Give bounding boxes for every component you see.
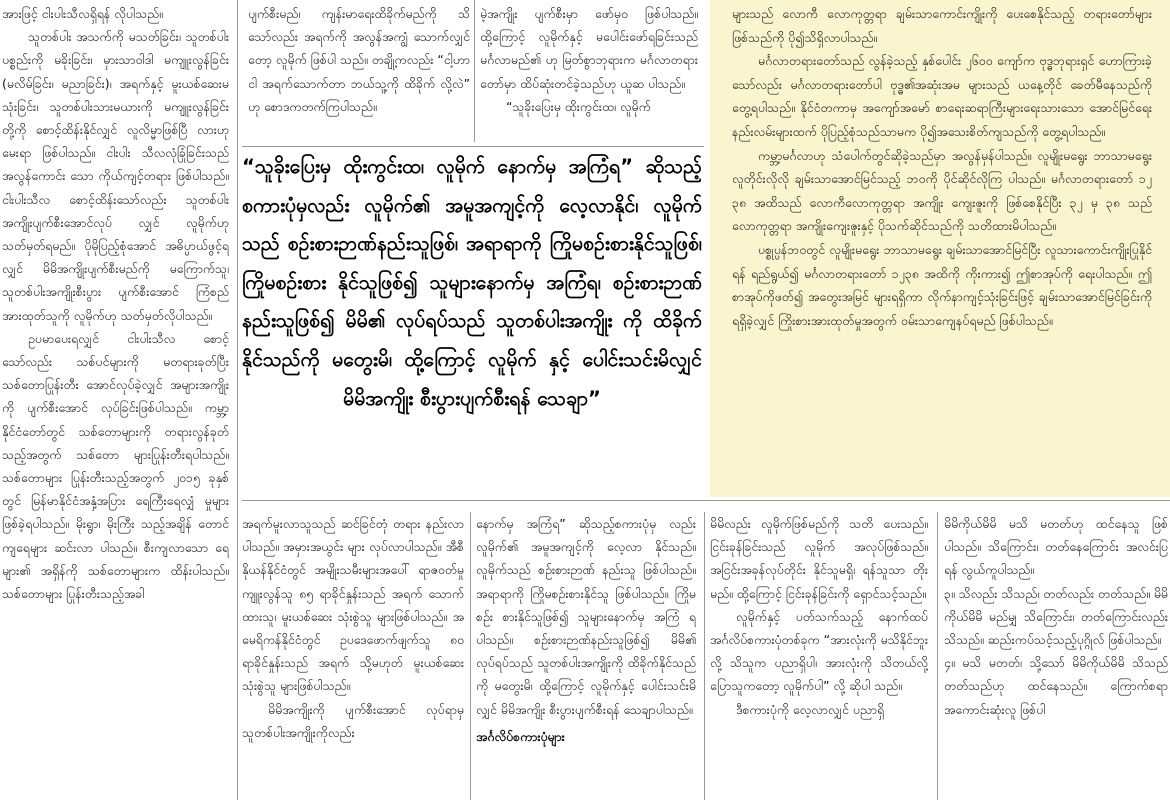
paragraph: မိမိကိုယ်မိမိ မသိ မတတ်ဟု ထင်နေသူ ဖြစ်ပါသည်။ သိကြောင်း၊ တတ်နေကြောင်း အလင်းပြရန် လွယ်ကူပါသည်။ — [944, 516, 1168, 578]
column-rule-1 — [237, 0, 238, 800]
article-column-4 — [242, 512, 464, 800]
article-column-1 — [2, 0, 229, 800]
paragraph: နောက်မှ အကြံရ” ဆိုသည့်စကားပုံမှ လည်း လူမိုက်၏ အမူအကျင့်ကို လေ့လာ နိုင်သည်။ လူမိုက်သည် စဉ်းစားဉာဏ် နည်းသူ ဖြစ်ပါသည်။ အရာရာကို ကြိုမစဉ်းစားနိုင်သူ ဖြစ်ပါသည်။ ကြိုမစဉ်း စားနိုင်သူဖြစ်၍ သူများနောက်မှ အကြံ ရပါသည်။ စဉ်းစားဉာဏ်နည်းသူဖြစ်၍ မိမိ၏ လုပ်ရပ်သည် သူတစ်ပါးအကျိုးကို ထိခိုက်နိုင်သည်ကို မတွေးမိ၊ ထို့ကြောင့် လူမိုက်နှင့် ပေါင်းသင်းမိလျှင် မိမိအကျိုး စီးပွားပျက်စီးရန် သေချာပါသည်။ — [476, 516, 696, 717]
pull-quote: “သူခိုးပြေးမှ ထိုးကွင်းထ၊ လူမိုက် နောက်မှ အကြံရ” ဆိုသည့်စကားပုံမှလည်း လူမိုက်၏ အမူအကျင့်ကို လေ့လာနိုင်၊ လူမိုက်သည် စဉ်းစားဉာဏ်နည်းသူဖြစ်၊ အရာရာကို ကြိုမစဉ်းစားနိုင်သူဖြစ်၊ ကြိုမစဉ်းစား နိုင်သူဖြစ်၍ သူများနောက်မှ အကြံရ၊ စဉ်းစားဉာဏ် နည်းသူဖြစ်၍ မိမိ၏ လုပ်ရပ်သည် သူတစ်ပါးအကျိုး ကို ထိခိုက်နိုင်သည်ကို မတွေးမိ၊ ထို့ကြောင့် လူမိုက် နှင့် ပေါင်းသင်းမိလျှင် မိမိအကျိုး စီးပွားပျက်စီးရန် သေချာ” — [242, 155, 702, 410]
article-column-5 — [476, 512, 696, 800]
article-column-6 — [710, 512, 928, 800]
paragraph: မင်္ဂလာတရားတော်သည် လွန်ခဲ့သည့် နှစ်ပေါင်း ၂၆၀၀ ကျော်က ဗုဒ္ဓဘုရားရှင် ဟောကြားခဲ့သော်လည်း မင်္ဂလာတရားတော်ပါ ဗုဒ္ဓ၏အဆုံးအမ များသည် ယနေ့တိုင် ခေတ်မီနေသည်ကို တွေ့ရပါသည်။ နိုင်ငံတကာမှ အကျော်အမော် စာရေးဆရာကြီးများရေးသားသော အောင်မြင်ရေး နည်းလမ်းများထက် ပိုပြည့်စုံသည်သာမက ပို၍အသေးစိတ်ကျသည်ကို တွေ့ရပါသည်။ — [732, 53, 1152, 139]
subheading: အင်္ဂလိပ်စကားပုံများ — [476, 728, 565, 744]
paragraph: ဥပမာပေးရလျှင် ငါးပါးသီလ စောင့်သော်လည်း သစ်ပင်များကို မတရားခုတ်ပြီး သစ်တောပြုန်းတီး အောင်လုပ်ခဲ့လျှင် အများအကျိုးကို ပျက်စီးအောင် လုပ်ခြင်းဖြစ်ပါသည်။ ကမ္ဘာ့နိုင်ငံတော်တွင် သစ်တောများကို တရားလွန်ခုတ်သည့်အတွက် သစ်တော များပြုန်းတီးရပါသည်။ သစ်တောများ ပြုန်းတီးသည့်အတွက် ၂၀၁၅ ခုနှစ်တွင် မြန်မာနိုင်ငံအနှံ့အပြား ရေကြီးရေလျှံ မှုများ ဖြစ်ခဲ့ရပါသည်။ မိုးရွာ၊ မိုးကြီး သည့်အချိန် တောင်ကျရေများ ဆင်းလာ ပါသည်။ စီးကျလာသော ရေများ၏ အရှိန်ကို သစ်တောများက ထိန်းပါသည်။ သစ်တောများ ပြုန်းတီးသည့်အခါ — [2, 330, 229, 602]
pullquote-top-rule — [242, 146, 704, 147]
paragraph: ၃။ သိလည်း သိသည်၊ တတ်လည်း တတ်သည်။ မိမိကိုယ်မိမိ မည်မျှ သိကြောင်း၊ တတ်ကြောင်းလည်း သိသည်။ ဆည်းကပ်သင့်သည့်ပုဂ္ဂိုလ် ဖြစ်ပါသည်။ — [944, 585, 1168, 648]
paragraph: ပျက်စီးမည်၊ ကျန်းမာရေးထိခိုက်မည်ကို သိသော်လည်း အရက်ကို အလွန်အကျွံ သောက်လျှင်တော့ လူမိုက် ဖြစ်ပါ သည်။ တချို့ကလည်း “ငါ့ဟာ ငါ အရက်သောက်တာ ဘယ်သူ့ကို ထိခိုက် လို့လဲ” ဟု စောဒကတက်ကြပါသည်။ — [248, 6, 470, 114]
article-column-7 — [944, 512, 1168, 800]
paragraph: အားဖြင့် ငါးပါးသီလရှိရန် လိုပါသည်။ — [2, 6, 163, 21]
paragraph: ၄။ မသိ မတတ်၊ သို့သော် မိမိကိုယ်မိမိ သိသည် တတ်သည်ဟု ထင်နေသည်။ ကြောက်စရာ အကောင်းဆုံးလူ ဖြစ်ပါ — [944, 655, 1168, 717]
paragraph: အရက်မူးလာသူသည် ဆင်ခြင်တုံ တရား နည်းလာပါသည်။ အမှားအယွင်း များ လုပ်လာပါသည်။ အီစီနိုယန်နိုင်ငံတွင် အမျိုးသမီးများအပေါ် ရာဇဝတ်မှု ကျူးလွန်သူ ၈၅ ရာခိုင်နှုန်းသည် အရက် သောက်ထားသူ၊ မူးယစ်ဆေး သုံးစွဲသူ များဖြစ်ပါသည်။ အမေရိကန်နိုင်ငံတွင် ဥပဒေဖောက်ဖျက်သူ ၈၀ ရာခိုင်နှုန်းသည် အရက် သို့မဟုတ် မူးယစ်ဆေးသုံးစွဲသူ များဖြစ်ပါသည်။ — [242, 516, 464, 694]
paragraph: လူမိုက်နှင့် ပတ်သက်သည့် နောက်ထပ် အင်္ဂလိပ်စကားပုံတစ်ခုက “အားလုံးကို မသိနိုင်ဘူးလို့ သိသူက ပညာရှိပါ၊ အားလုံးကို သိတယ်လို့ ပြောသူကတော့ လူမိုက်ပါ” လို့ ဆိုပါ သည်။ — [710, 608, 928, 694]
paragraph: များသည် လောကီ လောကုတ္တရာ ချမ်းသာကောင်းကျိုးကို ပေးစေနိုင်သည့် တရားတော်များဖြစ်သည်ကို ပို၍သိရှိလာပါသည်။ — [732, 6, 1152, 45]
paragraph: သူတစ်ပါး အသက်ကို မသတ်ခြင်း၊ သူတစ်ပါးပစ္စည်းကို မခိုးခြင်း၊ မှားသာဝါဒါ မကျူးလွန်ခြင်း (မလိမ်ခြင်း၊ မညာခြင်း)၊ အရက်နှင့် မူးယစ်ဆေးမသုံးခြင်း၊ သူတစ်ပါးသားမယားကို မကျူးလွန်ခြင်း တို့ကို စောင့်ထိန်းနိုင်လျှင် လူလိမ္မာဖြစ်ပြီ လားဟု မေးရာ ဖြစ်ပါသည်။ ငါးပါး သီလလုံခြုံခြင်းသည် အလွန်ကောင်း သော ကိုယ်ကျင့်တရား ဖြစ်ပါသည်။ ငါးပါးသီလ စောင့်ထိန်းသော်လည်း သူတစ်ပါး အကျိုးပျက်စီးအောင်လုပ် လျှင် လူမိုက်ဟု သတ်မှတ်ရမည်။ ပိုမိုပြည့်စုံအောင် အဓိပ္ပာယ်ဖွင့်ရလျှင် မိမိအကျိုးပျက်စီးမည်ကို မကြောက်သူ၊ သူတစ်ပါးအကျိုးစီးပွား ပျက်စီးအောင် ကြံစည်အားထုတ်သူကို လူမိုက်ဟု သတ်မှတ်လိုပါသည်။ — [2, 29, 229, 323]
pullquote-bottom-rule — [242, 500, 1170, 501]
paragraph: ပစ္စုပ္ပန်ဘဝတွင် လူမျိုးမရွေး ဘာသာမရွေး ချမ်းသာအောင်မြင်ပြီး လူသားကောင်းကျိုးပြုနိုင်ရန် ရည်ရွယ်၍ မင်္ဂလာတရားတော် ၁၂၃၈ အထိကို ကိုးကား၍ ဤစာအုပ်ကို ရေးပါသည်။ ဤစာအုပ်ကိုဖတ်၍ အတွေးအမြင် များရရှိကာ လိုက်နာကျင့်သုံးခြင်းဖြင့် ချမ်းသာအောင်မြင်ခြင်းကို ရရှိခဲ့လျှင် ကြိုးစားအားထုတ်မှုအတွက် ဝမ်းသာကျေနပ်ရမည် ဖြစ်ပါသည်။ — [732, 241, 1152, 328]
paragraph: ကမ္ဘာ့မင်္ဂလာဟု သံပေါက်တွင်ဆိုခဲ့သည်မှာ အလွန်မှန်ပါသည်။ လူမျိုးမရွေး ဘာသာမရွေး လူတိုင်းလိုလို ချမ်းသာအောင်မြင်သည့် ဘဝကို ပိုင်ဆိုင်လိုကြ ပါသည်။ မင်္ဂလာတရားတော် ၁၂ ၃၈ အထိသည် လောကီလောကုတ္တရာ အကျိုး ကျေးဇူးကို ဖြစ်စေနိုင်ပြီး ၃၂ မှ ၃၈ သည် လောကုတ္တရာ အကျိုးကျေးဇူးနှင့် ပိုသက်ဆိုင်သည်ကို သတိထားမိပါသည်။ — [732, 147, 1152, 234]
preface-box — [710, 0, 1170, 497]
paragraph: မိမိအကျိုးကို ပျက်စီးအောင် လုပ်ရာမှ သူတစ်ပါးအကျိုးကိုလည်း — [242, 701, 464, 740]
article-column-3 — [480, 0, 698, 142]
article-column-2 — [248, 0, 470, 142]
paragraph: မဲ့အကျိုး ပျက်စီးမှာ ဖော်မှဝ ဖြစ်ပါသည်။ ထို့ကြောင့် လူမိုက်နှင့် မပေါင်းဖော်ရခြင်းသည် မင်္ဂလာမည်၏ ဟု မြတ်စွာဘုရားက မင်္ဂလာတရား တော်မှာ ထိပ်ဆုံးတင်ခဲ့သည်ဟု ယူဆ ပါသည်။ — [480, 6, 698, 91]
column-rule-6 — [937, 512, 938, 800]
column-rule-4 — [470, 512, 471, 800]
paragraph: ဒီစကားပုံကို လေ့လာလျှင် ပညာရှိ — [736, 701, 885, 717]
column-rule-2 — [474, 0, 475, 142]
paragraph: “သူခိုးပြေးမှ ထိုးကွင်းထ၊ လူမိုက် — [506, 98, 651, 114]
column-rule-5 — [704, 512, 705, 800]
paragraph: မိမိလည်း လူမိုက်ဖြစ်မည်ကို သတိ ပေးသည်။ ငြင်းခုန်ခြင်းသည် လူမိုက် အလုပ်ဖြစ်သည်။ အငြင်းအခုန်လုပ်တိုင်း နိုင်သူမရှိ၊ ရန်သူသာ တိုးမည်။ ထို့ကြောင့် ငြင်းခုန်ခြင်းကို ရှောင်သင့်သည်။ — [710, 516, 928, 601]
